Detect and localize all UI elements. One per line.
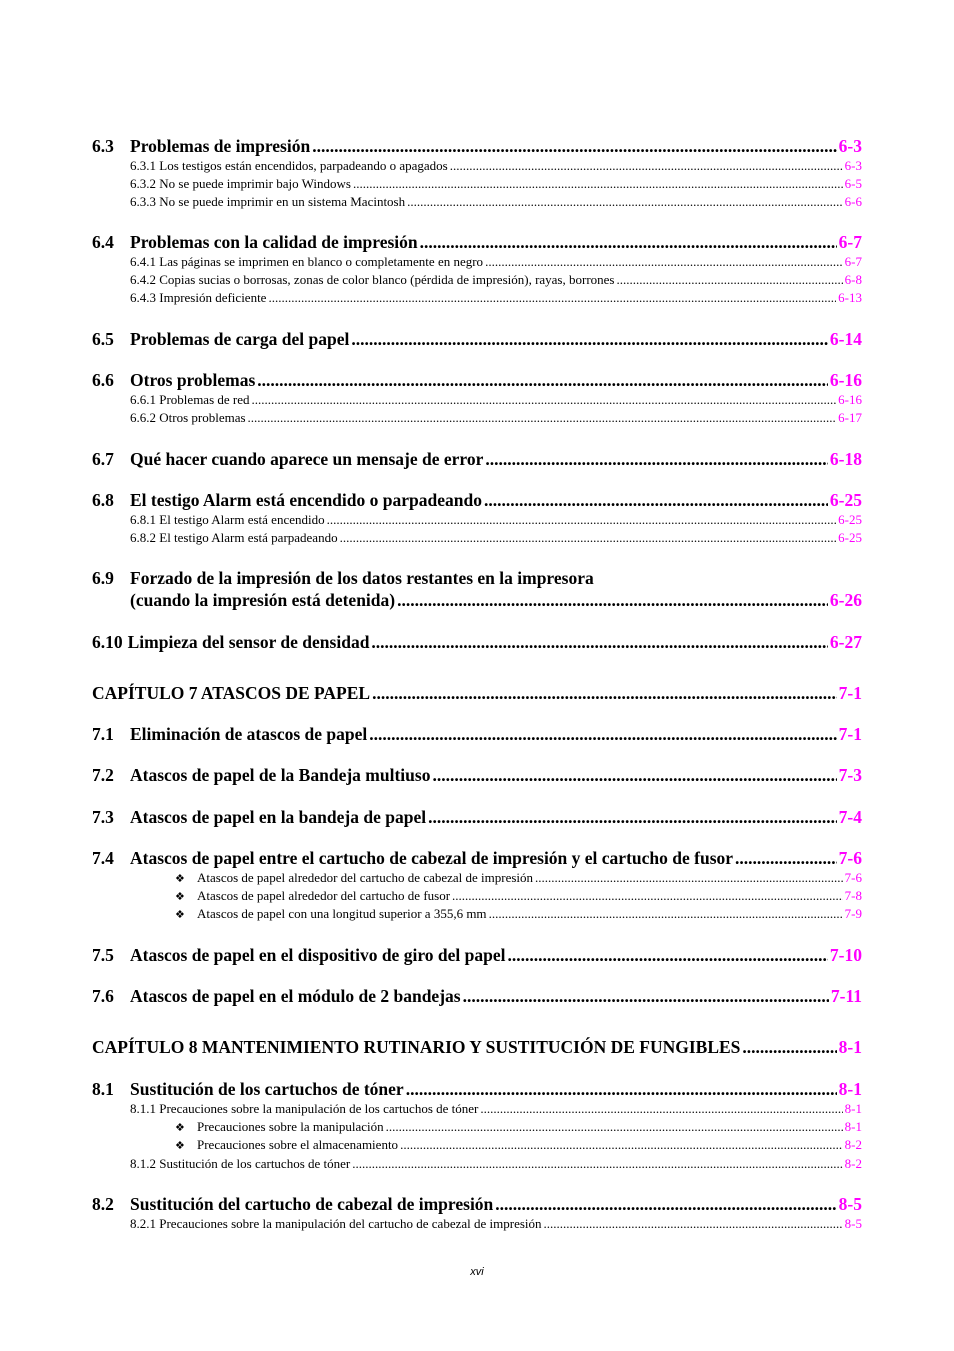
toc-subentry[interactable] [130, 254, 862, 270]
section-number: 7.4 [92, 848, 114, 868]
page-reference[interactable]: 6-13 [838, 290, 862, 305]
dot-leader [312, 136, 836, 157]
dot-leader [484, 490, 828, 511]
toc-heading[interactable] [92, 945, 862, 966]
dot-leader [252, 392, 837, 408]
section-title: Otros problemas [130, 370, 256, 390]
toc-bullet-entry[interactable] [175, 870, 862, 886]
page-reference[interactable]: 7-1 [838, 683, 862, 703]
dot-leader [386, 1119, 843, 1135]
toc-subentry[interactable] [130, 530, 862, 546]
section-title: 6.3.2 No se puede imprimir bajo Windows [130, 176, 351, 191]
section-number: 6.6 [92, 370, 114, 390]
toc-heading[interactable] [92, 848, 862, 869]
toc-heading[interactable] [92, 632, 862, 653]
section-number: 6.5 [92, 329, 114, 349]
dot-leader [351, 329, 828, 350]
toc-subentry[interactable] [130, 272, 862, 288]
page-reference[interactable]: 7-4 [838, 807, 862, 827]
section-title: Sustitución de los cartuchos de tóner [130, 1079, 404, 1099]
dot-leader [485, 449, 828, 470]
toc-heading[interactable] [130, 590, 862, 611]
diamond-bullet-icon: ❖ [175, 1139, 185, 1152]
dot-leader [489, 906, 843, 922]
dot-leader [450, 158, 843, 174]
toc-heading[interactable] [92, 370, 862, 391]
section-title: (cuando la impresión está detenida) [130, 590, 396, 610]
toc-heading[interactable] [92, 1194, 862, 1215]
page-reference[interactable]: 6-17 [838, 410, 862, 425]
section-title: 8.1.2 Sustitución de los cartuchos de tóner [130, 1156, 351, 1171]
dot-leader [544, 1216, 843, 1232]
section-number: 6.4 [92, 232, 114, 252]
toc-bullet-entry[interactable] [175, 888, 862, 904]
section-number: 8.2 [92, 1194, 114, 1214]
dot-leader [407, 194, 843, 210]
dot-leader [535, 870, 843, 886]
dot-leader [432, 765, 836, 786]
dot-leader [428, 807, 837, 828]
section-number: 6.10 [92, 632, 123, 652]
toc-heading[interactable] [92, 765, 862, 786]
section-title: 6.4.2 Copias sucias o borrosas, zonas de color blanco (pérdida de impresión), rayas, borrones [130, 272, 615, 287]
dot-leader [495, 1194, 836, 1215]
toc-heading[interactable] [92, 1079, 862, 1100]
dot-leader [257, 370, 828, 391]
page-reference[interactable]: 6-7 [838, 232, 862, 252]
page-reference[interactable]: 8-5 [838, 1194, 862, 1214]
section-title: 6.4.3 Impresión deficiente [130, 290, 267, 305]
page-reference[interactable]: 6-5 [844, 176, 862, 191]
page-reference[interactable]: 7-9 [844, 906, 862, 921]
page-reference[interactable]: 8-2 [844, 1137, 862, 1152]
dot-leader [397, 590, 828, 611]
dot-leader [485, 254, 843, 270]
toc-subentry[interactable] [130, 410, 862, 426]
toc-heading[interactable] [92, 683, 862, 704]
section-number: 7.1 [92, 724, 114, 744]
section-title: Atascos de papel de la Bandeja multiuso [130, 765, 431, 785]
toc-heading[interactable] [92, 724, 862, 745]
section-title: Atascos de papel en el dispositivo de giro del papel [130, 945, 506, 965]
dot-leader [327, 512, 837, 528]
diamond-bullet-icon: ❖ [175, 872, 185, 885]
page-reference[interactable]: 6-26 [829, 590, 862, 610]
section-number: 7.5 [92, 945, 114, 965]
section-number: 7.3 [92, 807, 114, 827]
section-title: Precauciones sobre el almacenamiento [197, 1137, 399, 1152]
dot-leader [352, 1156, 842, 1172]
dot-leader [353, 176, 843, 192]
dot-leader [452, 888, 843, 904]
page-reference[interactable]: 6-3 [844, 158, 862, 173]
toc-subentry[interactable] [130, 158, 862, 174]
page-reference[interactable]: 6-7 [844, 254, 862, 269]
page-reference[interactable]: 7-6 [838, 848, 862, 868]
page-reference[interactable]: 7-1 [838, 724, 862, 744]
section-title: Limpieza del sensor de densidad [127, 632, 370, 652]
section-number: 6.7 [92, 449, 114, 469]
section-title: 6.4.1 Las páginas se imprimen en blanco o completamente en negro [130, 254, 484, 269]
page-number: xvi [470, 1266, 484, 1278]
section-title: CAPÍTULO 8 MANTENIMIENTO RUTINARIO Y SUSTITUCIÓN DE FUNGIBLES [92, 1037, 741, 1057]
dot-leader [371, 632, 828, 653]
page-reference[interactable]: 7-11 [830, 986, 862, 1006]
toc-heading[interactable] [92, 807, 862, 828]
diamond-bullet-icon: ❖ [175, 1121, 185, 1134]
section-title: Atascos de papel en la bandeja de papel [130, 807, 427, 827]
page-reference[interactable]: 8-1 [838, 1037, 862, 1057]
dot-leader [268, 290, 836, 306]
toc-heading[interactable] [92, 986, 862, 1007]
section-title: Precauciones sobre la manipulación [197, 1119, 384, 1134]
section-title: 6.3.3 No se puede imprimir en un sistema Macintosh [130, 194, 406, 209]
section-title: 6.6.2 Otros problemas [130, 410, 246, 425]
section-title: Problemas de carga del papel [130, 329, 350, 349]
dot-leader [369, 724, 836, 745]
dot-leader [480, 1101, 842, 1117]
toc-heading[interactable] [92, 449, 862, 470]
dot-leader [420, 232, 837, 253]
dot-leader [616, 272, 842, 288]
section-title: Atascos de papel alrededor del cartucho de cabezal de impresión [197, 870, 534, 885]
section-title: 8.1.1 Precauciones sobre la manipulación de los cartuchos de tóner [130, 1101, 479, 1116]
toc-subentry[interactable] [130, 392, 862, 408]
section-number: 6.3 [92, 136, 114, 156]
page-reference[interactable]: 6-14 [829, 329, 862, 349]
dot-leader [340, 530, 837, 546]
page-reference[interactable]: 8-2 [844, 1156, 862, 1171]
toc-heading[interactable] [92, 568, 862, 589]
page-reference[interactable]: 6-8 [844, 272, 862, 287]
page-reference[interactable]: 6-25 [838, 530, 862, 545]
section-title: Atascos de papel con una longitud superior a 355,6 mm [197, 906, 487, 921]
page-reference[interactable]: 7-3 [838, 765, 862, 785]
page-reference[interactable]: 7-10 [829, 945, 862, 965]
toc-heading[interactable] [92, 232, 862, 253]
dot-leader [406, 1079, 837, 1100]
section-title: CAPÍTULO 7 ATASCOS DE PAPEL [92, 683, 371, 703]
page-reference[interactable]: 8-1 [844, 1119, 862, 1134]
page-reference[interactable]: 6-16 [829, 370, 862, 390]
section-title: 6.8.1 El testigo Alarm está encendido [130, 512, 325, 527]
section-title: 6.8.2 El testigo Alarm está parpadeando [130, 530, 338, 545]
page-reference[interactable]: 7-6 [844, 870, 862, 885]
toc-subentry[interactable] [130, 194, 862, 210]
page-reference[interactable]: 8-1 [844, 1101, 862, 1116]
section-title: Forzado de la impresión de los datos restantes en la impresora [130, 568, 594, 588]
section-title: Problemas de impresión [130, 136, 311, 156]
dot-leader [463, 986, 829, 1007]
toc-heading[interactable] [92, 136, 862, 157]
page-reference[interactable]: 6-27 [829, 632, 862, 652]
dot-leader [400, 1137, 843, 1153]
dot-leader [507, 945, 827, 966]
section-title: Qué hacer cuando aparece un mensaje de error [130, 449, 484, 469]
diamond-bullet-icon: ❖ [175, 908, 185, 921]
toc-heading[interactable] [92, 1037, 862, 1058]
diamond-bullet-icon: ❖ [175, 890, 185, 903]
toc-bullet-entry[interactable] [175, 1137, 862, 1153]
section-number: 6.9 [92, 568, 114, 588]
page-reference[interactable]: 6-16 [838, 392, 862, 407]
toc-subentry[interactable] [130, 512, 862, 528]
dot-leader [248, 410, 837, 426]
page-reference[interactable]: 6-25 [829, 490, 862, 510]
page-reference[interactable]: 8-5 [844, 1216, 862, 1231]
section-title: El testigo Alarm está encendido o parpadeando [130, 490, 482, 510]
section-title: 8.2.1 Precauciones sobre la manipulación del cartucho de cabezal de impresión [130, 1216, 542, 1231]
toc-bullet-entry[interactable] [175, 1119, 862, 1135]
section-title: Sustitución del cartucho de cabezal de impresión [130, 1194, 494, 1214]
toc-subentry[interactable] [130, 1156, 862, 1172]
section-title: 6.6.1 Problemas de red [130, 392, 250, 407]
dot-leader [372, 683, 837, 704]
dot-leader [742, 1037, 836, 1058]
toc-subentry[interactable] [130, 1216, 862, 1232]
page-reference[interactable]: 6-18 [829, 449, 862, 469]
section-title: Atascos de papel alrededor del cartucho de fusor [197, 888, 451, 903]
page-reference[interactable]: 8-1 [838, 1079, 862, 1099]
section-title: Atascos de papel en el módulo de 2 bandejas [130, 986, 461, 1006]
page-reference[interactable]: 6-6 [844, 194, 862, 209]
dot-leader [735, 848, 837, 869]
page-reference[interactable]: 7-8 [844, 888, 862, 903]
section-number: 7.2 [92, 765, 114, 785]
section-number: 8.1 [92, 1079, 114, 1099]
toc-subentry[interactable] [130, 1101, 862, 1117]
toc-subentry[interactable] [130, 290, 862, 306]
section-title: 6.3.1 Los testigos están encendidos, parpadeando o apagados [130, 158, 448, 173]
section-title: Eliminación de atascos de papel [130, 724, 368, 744]
toc-heading[interactable] [92, 329, 862, 350]
section-number: 7.6 [92, 986, 114, 1006]
section-number: 6.8 [92, 490, 114, 510]
toc-heading[interactable] [92, 490, 862, 511]
toc-subentry[interactable] [130, 176, 862, 192]
page-reference[interactable]: 6-25 [838, 512, 862, 527]
section-title: Atascos de papel entre el cartucho de cabezal de impresión y el cartucho de fusor [130, 848, 734, 868]
toc-bullet-entry[interactable] [175, 906, 862, 922]
section-title: Problemas con la calidad de impresión [130, 232, 418, 252]
page-reference[interactable]: 6-3 [838, 136, 862, 156]
